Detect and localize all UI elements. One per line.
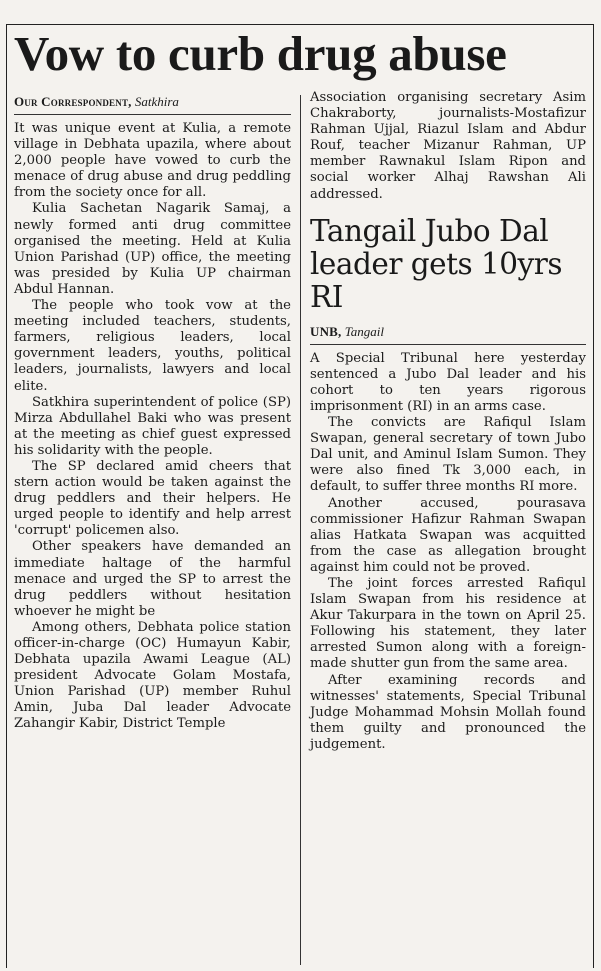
column-divider bbox=[300, 95, 301, 965]
byline-place: Satkhira bbox=[134, 94, 179, 109]
article1-paragraph: Satkhira superintendent of police (SP) Mirza Abdullahel Baki who was present at the meeting as chief guest expressed his solidarity with the people. bbox=[14, 394, 291, 458]
article2-paragraph: The convicts are Rafiqul Islam Swapan, general secretary of town Jubo Dal unit, and Aminul Islam Sumon. They were also fined Tk 3,000 each, in default, to suffer three months RI more. bbox=[310, 415, 586, 495]
byline-name: UNB, bbox=[310, 323, 342, 339]
article2-paragraph: The joint forces arrested Rafiqul Islam Swapan from his residence at Akur Takurpara in the town on April 25. Following his statement, they later arrested Sumon along with a foreign-made shutter gun from the same area. bbox=[310, 575, 586, 672]
article1-paragraph: It was unique event at Kulia, a remote village in Debhata upazila, where about 2,000 people have vowed to curb the menace of drug abuse and drug peddling from the society once for all. bbox=[14, 121, 291, 201]
article1-byline bbox=[14, 94, 291, 115]
article2-paragraph: Another accused, pourasava commissioner Hafizur Rahman Swapan alias Hatkata Swapan was acquitted from the case as allegation brought against him could not be proved. bbox=[310, 495, 586, 575]
article1-paragraph: Among others, Debhata police station officer-in-charge (OC) Humayun Kabir, Debhata upazila Awami League (AL) president Advocate Golam Mostafa, Union Parishad (UP) member Ruhul Amin, Juba Dal leader Advocate Zahangir Kabir, District Temple bbox=[14, 619, 291, 732]
byline-place: Tangail bbox=[344, 323, 385, 339]
article2-paragraph: A Special Tribunal here yesterday sentenced a Jubo Dal leader and his cohort to ten years rigorous imprisonment (RI) in an arms case. bbox=[310, 350, 586, 414]
article1-headline: Vow to curb drug abuse bbox=[14, 26, 507, 81]
article1-column-left bbox=[14, 94, 291, 733]
article1-paragraph: The people who took vow at the meeting included teachers, students, farmers, religious leaders, local government leaders, youths, political leaders, journalists, lawyers and local elite. bbox=[14, 298, 291, 394]
byline-name: Our Correspondent, bbox=[14, 94, 132, 109]
article2-paragraph: After examining records and witnesses' statements, Special Tribunal Judge Mohammad Mohsin Mollah found them guilty and pronounced the judgement. bbox=[310, 672, 586, 752]
article1-continuation: Association organising secretary Asim Chakraborty, journalists-Mostafizur Rahman Ujjal, Riazul Islam and Abdur Rouf, teacher Mizanur Rahman, UP member Rawnakul Islam Ripon and social worker Alhaj Rawshan Ali addressed. bbox=[310, 90, 586, 202]
article1-paragraph: Other speakers have demanded an immediate haltage of the harmful menace and urged the SP to arrest the drug peddlers without hesitation whoever he might be bbox=[14, 539, 291, 619]
article1-paragraph: The SP declared amid cheers that stern action would be taken against the drug peddlers and their helpers. He urged people to identify and help arrest 'corrupt' policemen also. bbox=[14, 458, 291, 539]
article2-headline: Tangail Jubo Dal leader gets 10yrs RI bbox=[310, 213, 562, 314]
article2-byline bbox=[310, 324, 586, 345]
article1-paragraph: Kulia Sachetan Nagarik Samaj, a newly formed anti drug committee organised the meeting. Held at Kulia Union Parishad (UP) office, the meeting was presided by Kulia UP chairman Abdul Hannan. bbox=[14, 201, 291, 297]
right-column bbox=[310, 90, 586, 753]
